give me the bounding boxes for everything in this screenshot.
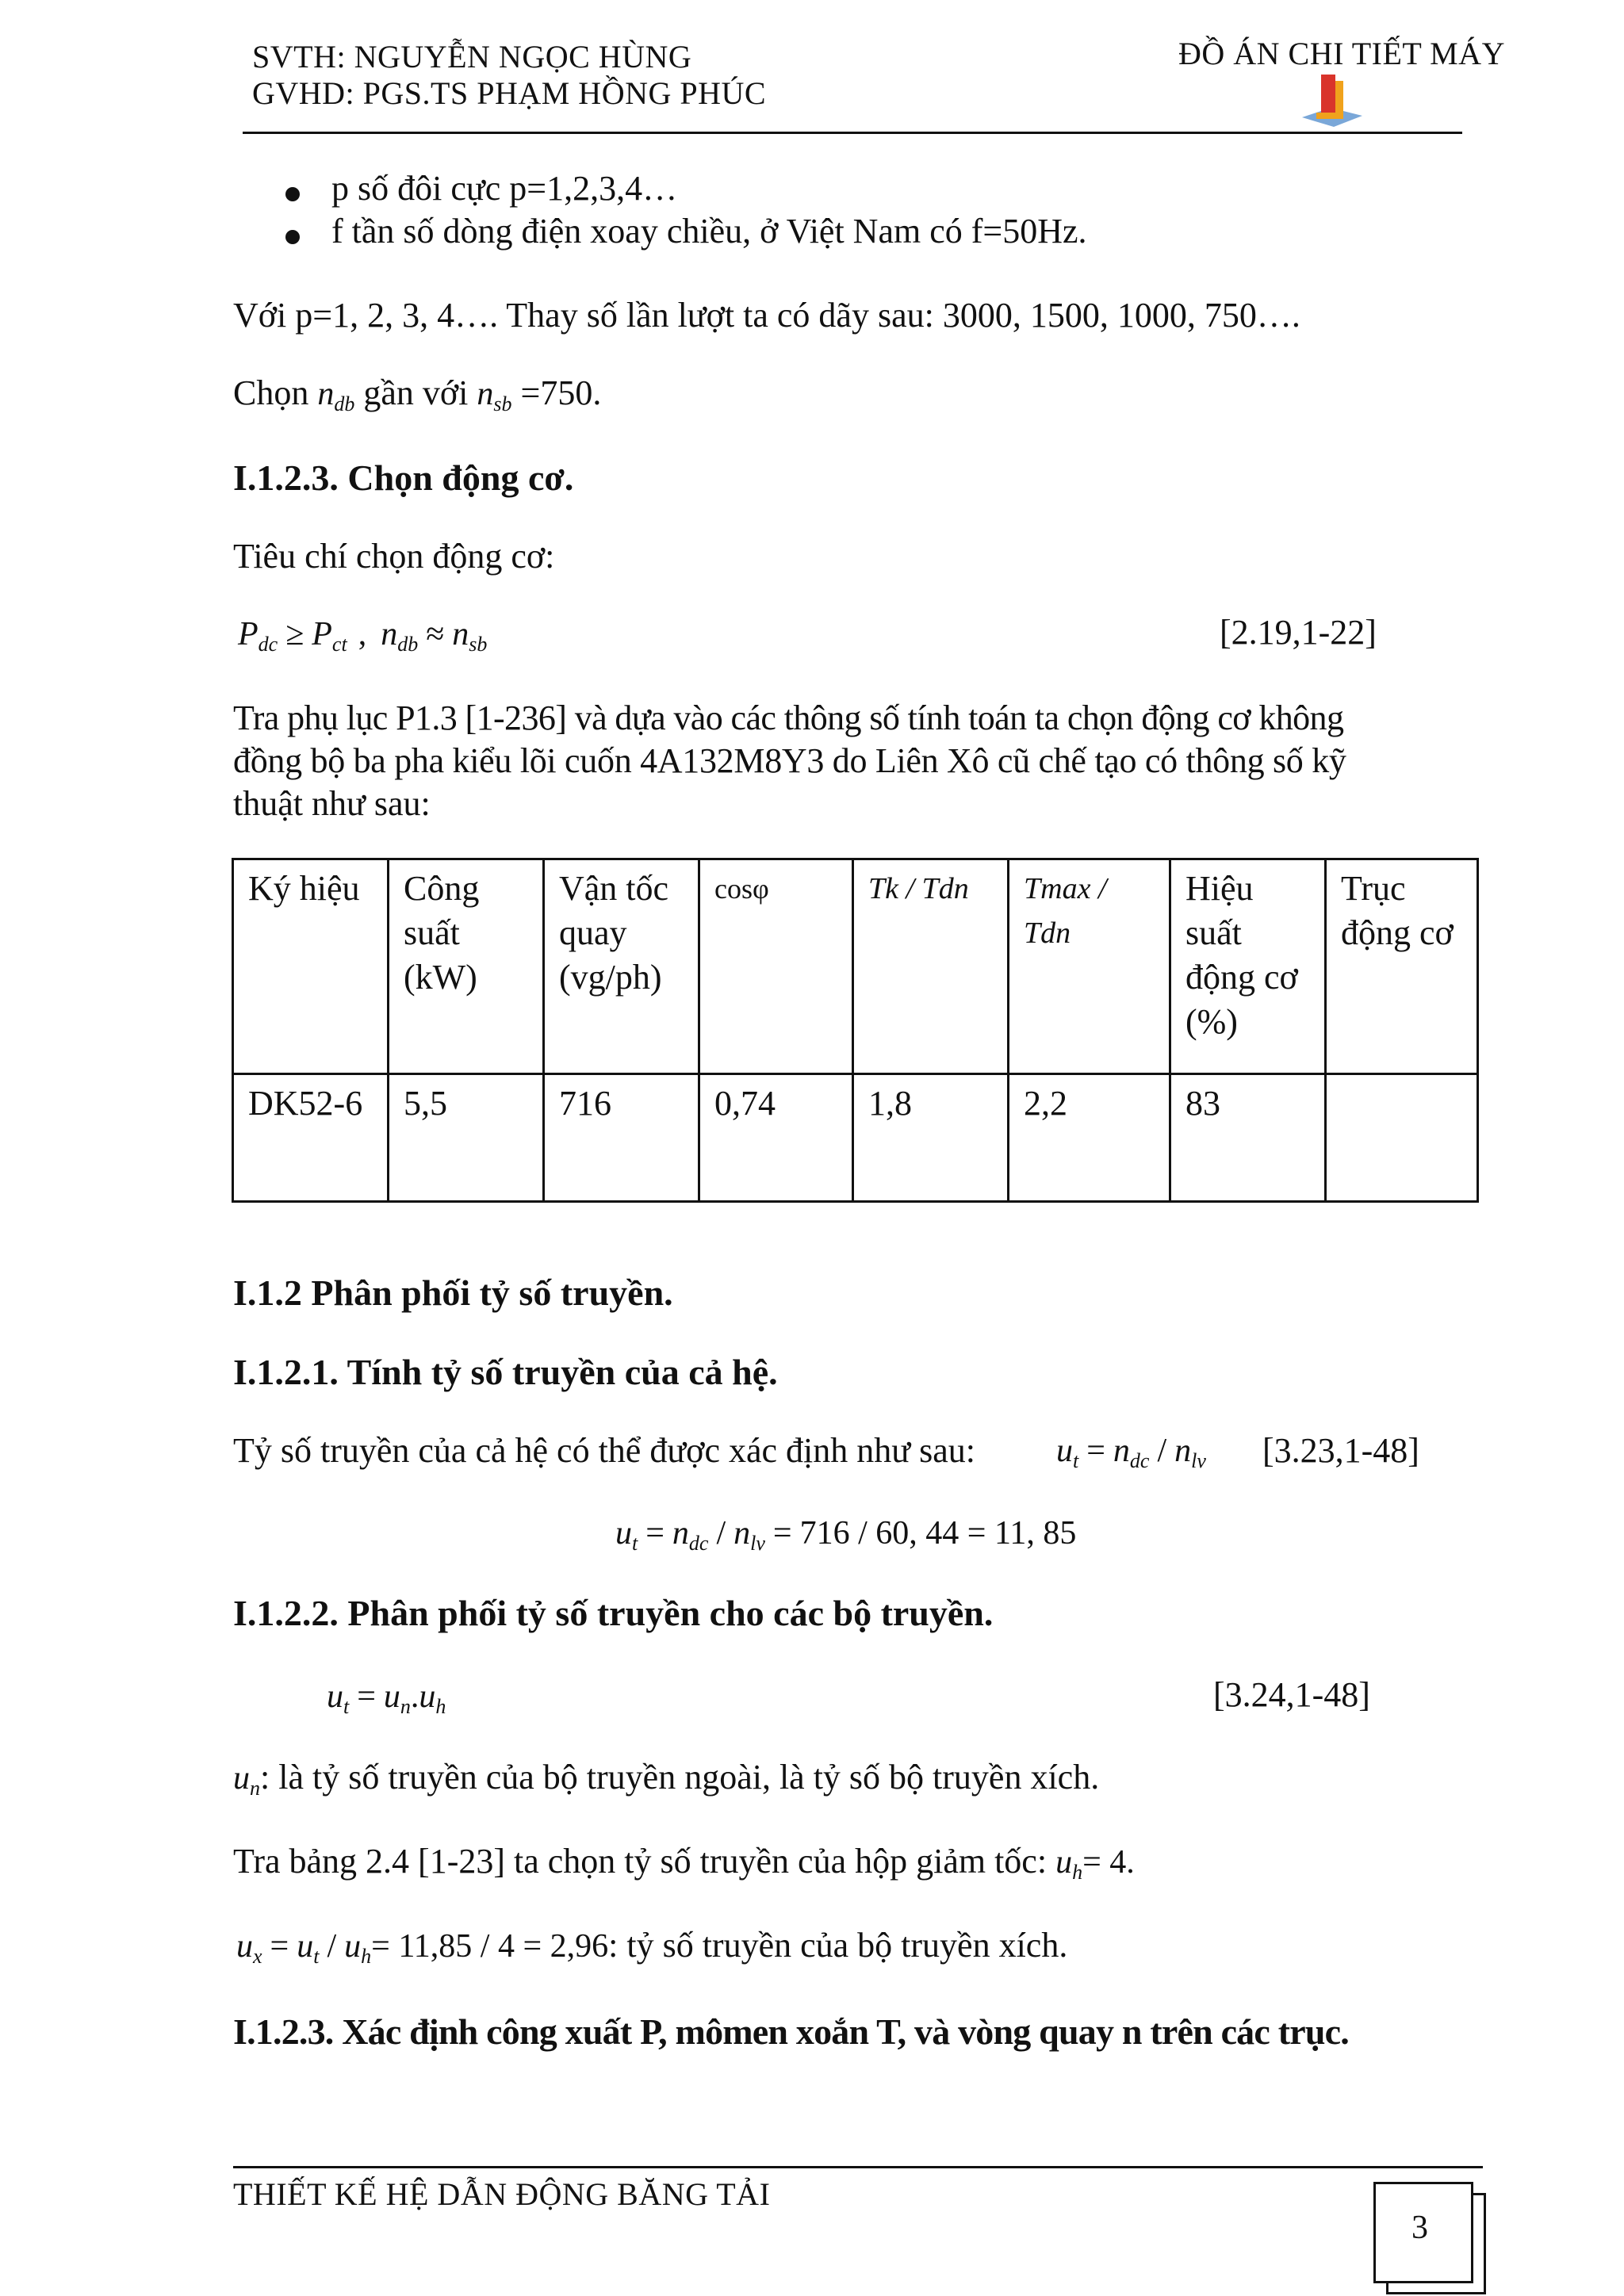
table-cell: DK52-6 — [233, 1074, 389, 1202]
footer-title: THIẾT KẾ HỆ DẪN ĐỘNG BĂNG TẢI — [233, 2176, 771, 2212]
table-cell: 5,5 — [389, 1074, 544, 1202]
math-tmax-tdn: Tmax / Tdn — [1024, 872, 1107, 950]
paragraph — [233, 1841, 1135, 1885]
text-fragment: Chọn — [233, 373, 309, 412]
math-ux: $u_x = u_t / u_h$ — [236, 1928, 372, 1968]
header-student: SVTH: NGUYỄN NGỌC HÙNG — [252, 39, 692, 75]
text-fragment: : là tỷ số truyền của bộ truyền ngoài, là tỷ số bộ truyền xích. — [260, 1758, 1100, 1797]
table-cell — [1326, 1074, 1478, 1202]
math-un: $u_n$ — [233, 1760, 260, 1800]
equation-ut-value: $u_t = n_{dc} / n_{lv} = 716 / 60$, 44 = 11, 85 — [615, 1515, 1077, 1555]
equation-result: 716 / 60, 44 = 11, 85 — [799, 1515, 1077, 1552]
footer-rule — [233, 2166, 1483, 2168]
paragraph — [233, 373, 601, 416]
math-cos-phi: cosφ — [714, 873, 769, 905]
section-heading: I.1.2.2. Phân phối tỷ số truyền cho các bộ truyền. — [233, 1593, 994, 1633]
table-header-cell: Trục động cơ — [1326, 859, 1478, 1074]
table-cell: 1,8 — [853, 1074, 1009, 1202]
equation-ut: $u_t = n_{dc} / n_{lv}$ — [1056, 1433, 1206, 1472]
section-heading: I.1.2.3. Xác định công xuất P, mômen xoắn T, và vòng quay n trên các trục. — [233, 2011, 1349, 2052]
table-header-cell — [1009, 859, 1170, 1074]
section-heading: I.1.2.3. Chọn động cơ. — [233, 457, 574, 498]
table-header-cell: Công suất (kW) — [389, 859, 544, 1074]
table-cell: 716 — [544, 1074, 699, 1202]
math-ux-value: = 11,85 / 4 = 2,96 — [371, 1928, 609, 1965]
math-tk-tdn: Tk / Tdn — [868, 872, 969, 905]
paragraph-line: Tra phụ lục P1.3 [1-236] và dựa vào các thông số tính toán ta chọn động cơ không — [233, 698, 1344, 737]
text-fragment: =750. — [520, 373, 602, 412]
section-heading: I.1.2.1. Tính tỷ số truyền của cả hệ. — [233, 1352, 778, 1392]
header-rule — [243, 132, 1462, 134]
table-row — [233, 1074, 1478, 1202]
table-header-cell — [699, 859, 853, 1074]
table-cell: 2,2 — [1009, 1074, 1170, 1202]
table-header-cell: Hiệu suất động cơ (%) — [1170, 859, 1326, 1074]
table-header-cell — [853, 859, 1009, 1074]
paragraph: Với p=1, 2, 3, 4…. Thay số lần lượt ta có dãy sau: 3000, 1500, 1000, 750…. — [233, 296, 1300, 335]
bullet-item: f tần số dòng điện xoay chiều, ở Việt Nam có f=50Hz. — [331, 212, 1087, 251]
bullet-marker — [285, 230, 300, 244]
math-uh: $u_h$ — [1055, 1844, 1083, 1884]
page-number: 3 — [1411, 2210, 1428, 2246]
paragraph: Tiêu chí chọn động cơ: — [233, 537, 555, 576]
text-fragment: gần với — [363, 373, 469, 412]
bullet-marker — [285, 187, 300, 201]
text-fragment: : tỷ số truyền của bộ truyền xích. — [608, 1926, 1068, 1965]
book-logo-icon — [1297, 70, 1365, 132]
equation-ut-split: $u_t = u_n.u_h$ — [327, 1678, 446, 1718]
table-header-cell: Ký hiệu — [233, 859, 389, 1074]
paragraph-line: đồng bộ ba pha kiểu lõi cuốn 4A132M8Y3 do Liên Xô cũ chế tạo có thông số kỹ — [233, 741, 1346, 780]
table-cell: 83 — [1170, 1074, 1326, 1202]
math-uh-value: = 4. — [1082, 1844, 1135, 1881]
equation-motor-criteria: $P_{dc} \ge P_{ct}$ , $n_{db} \approx n_{sb}$ — [238, 616, 488, 656]
header-title: ĐỒ ÁN CHI TIẾT MÁY — [1178, 36, 1505, 71]
math-n-db: $n_{db}$ — [317, 376, 355, 415]
paragraph-line: thuật như sau: — [233, 784, 431, 823]
motor-spec-table — [232, 858, 1479, 1203]
paragraph — [233, 1757, 1099, 1800]
math-n-sb: $n_{sb}$ — [477, 376, 512, 415]
header-advisor: GVHD: PGS.TS PHẠM HỒNG PHÚC — [252, 75, 767, 111]
text-fragment: Tra bảng 2.4 [1-23] ta chọn tỷ số truyền của hộp giảm tốc: — [233, 1842, 1048, 1881]
table-header-cell: Vận tốc quay (vg/ph) — [544, 859, 699, 1074]
table-header-row — [233, 859, 1478, 1074]
section-heading: I.1.2 Phân phối tỷ số truyền. — [233, 1272, 673, 1313]
bullet-item: p số đôi cực p=1,2,3,4… — [331, 169, 678, 208]
paragraph: Tỷ số truyền của cả hệ có thể được xác định như sau: — [233, 1431, 975, 1470]
table-cell: 0,74 — [699, 1074, 853, 1202]
reference-citation: [3.24,1-48] — [1213, 1675, 1370, 1714]
reference-citation: [3.23,1-48] — [1262, 1431, 1419, 1470]
paragraph — [236, 1925, 1067, 1969]
reference-citation: [2.19,1-22] — [1220, 613, 1377, 652]
